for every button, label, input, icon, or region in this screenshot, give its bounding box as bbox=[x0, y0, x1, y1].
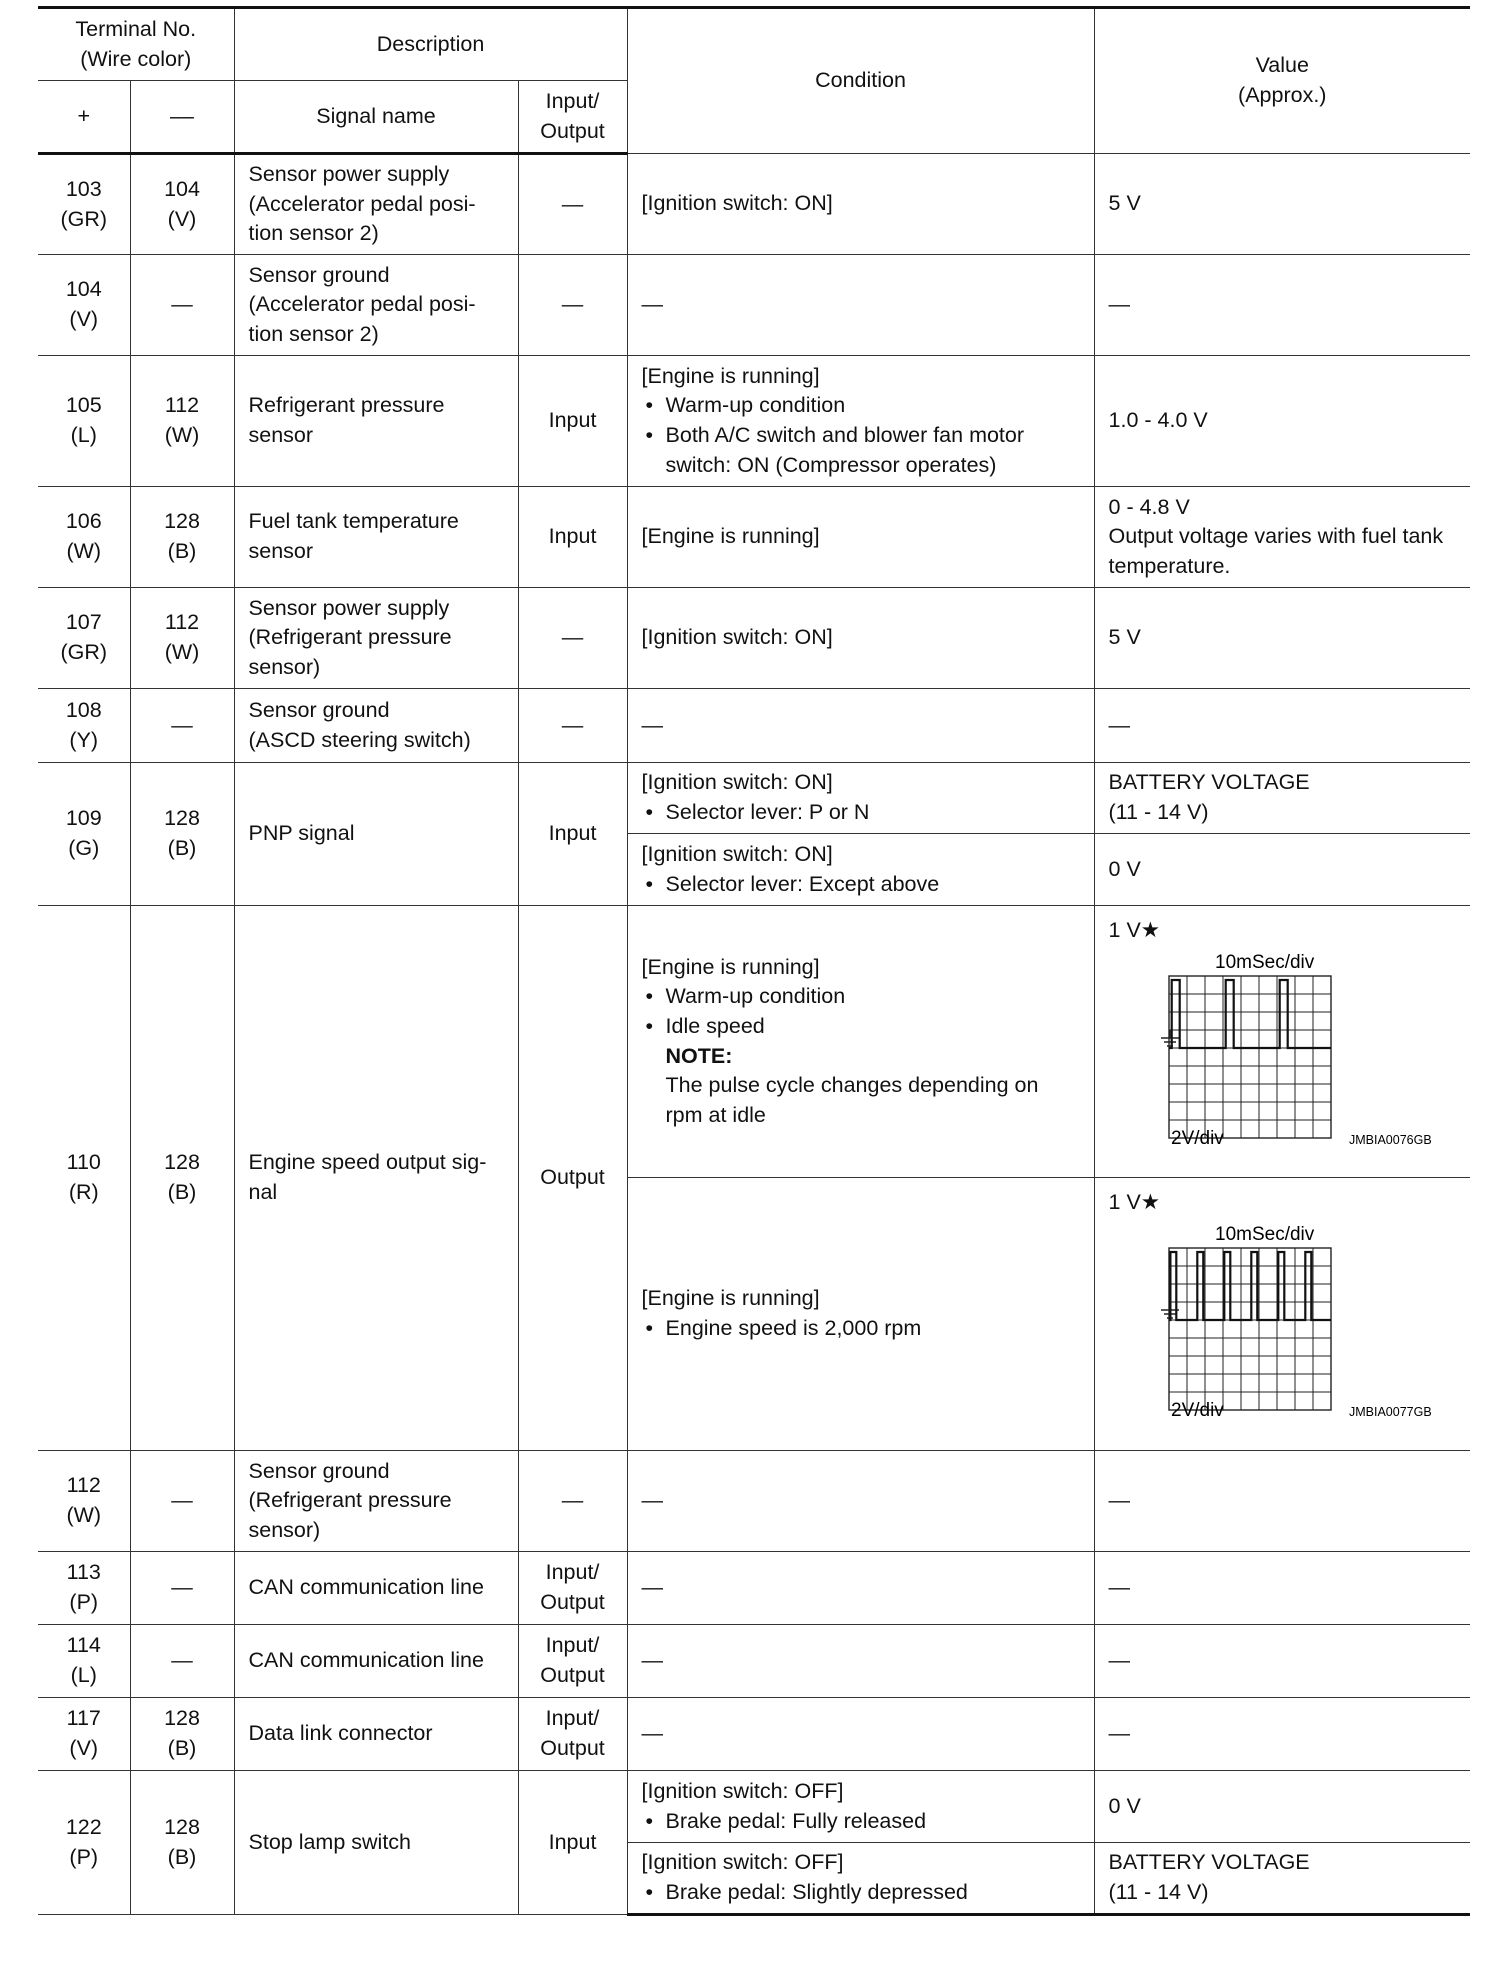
waveform-time-division: 10mSec/div bbox=[1214, 951, 1314, 973]
condition-cell bbox=[627, 1771, 1094, 1843]
waveform-time-division: 10mSec/div bbox=[1214, 1223, 1314, 1245]
signal-name-line: sensor) bbox=[248, 1517, 321, 1542]
waveform-voltage-division: 2V/div bbox=[1170, 1127, 1224, 1148]
value-line: 5 V bbox=[1108, 625, 1141, 650]
terminal-plus-cell bbox=[38, 588, 130, 689]
input-output-line: Output bbox=[540, 1590, 605, 1614]
terminal-plus-line: (P) bbox=[69, 1590, 99, 1614]
terminal-plus-line: 109 bbox=[65, 806, 102, 831]
signal-name-cell bbox=[234, 763, 518, 906]
terminal-plus-line: 104 bbox=[65, 277, 102, 302]
header-input-output-line: Output bbox=[540, 118, 605, 143]
condition-heading: [Engine is running] bbox=[641, 1286, 820, 1311]
terminal-minus-line: 128 bbox=[164, 509, 200, 534]
terminal-row bbox=[38, 1451, 1470, 1552]
condition-cell bbox=[627, 1625, 1094, 1698]
terminal-plus-line: 105 bbox=[65, 393, 102, 418]
signal-name-cell bbox=[234, 1698, 518, 1771]
terminal-minus-cell bbox=[130, 689, 234, 763]
input-output-line: Input bbox=[548, 821, 597, 846]
condition-bullet: • Engine speed is 2,000 rpm bbox=[642, 1314, 1080, 1344]
waveform-voltage-division: 2V/div bbox=[1170, 1399, 1224, 1420]
input-output-cell bbox=[518, 1552, 627, 1625]
condition-bullet-list bbox=[642, 1878, 1080, 1908]
value-line: 0 - 4.8 V bbox=[1108, 494, 1190, 519]
input-output-line: Input/ bbox=[545, 1706, 600, 1731]
terminal-plus-cell bbox=[38, 906, 130, 1451]
signal-name-cell bbox=[234, 255, 518, 356]
input-output-line: Output bbox=[540, 1736, 605, 1760]
pulse-signal-trace bbox=[1169, 980, 1331, 1048]
value-cell bbox=[1094, 1771, 1470, 1843]
terminal-plus-line: (V) bbox=[69, 307, 99, 331]
terminal-minus-line: (B) bbox=[167, 1180, 197, 1204]
condition-heading: — bbox=[641, 1648, 664, 1673]
terminal-plus-line: (GR) bbox=[60, 640, 108, 664]
terminal-minus-line: 112 bbox=[164, 610, 200, 635]
condition-heading: [Ignition switch: OFF] bbox=[641, 1778, 844, 1803]
condition-heading: [Ignition switch: ON] bbox=[641, 625, 833, 650]
terminal-minus-line: 128 bbox=[164, 1706, 200, 1731]
terminal-row bbox=[38, 255, 1470, 356]
terminal-plus-cell bbox=[38, 1771, 130, 1915]
signal-name-line: Sensor ground bbox=[248, 1458, 390, 1483]
terminal-plus-cell bbox=[38, 689, 130, 763]
terminal-minus-line: — bbox=[171, 712, 193, 737]
terminal-minus-line: 112 bbox=[164, 393, 200, 418]
terminal-row bbox=[38, 1698, 1470, 1771]
value-cell bbox=[1094, 1451, 1470, 1552]
terminal-plus-cell bbox=[38, 1625, 130, 1698]
value-cell bbox=[1094, 1178, 1470, 1451]
signal-name-line: Data link connector bbox=[248, 1721, 433, 1746]
terminal-plus-cell bbox=[38, 487, 130, 588]
value-line: 0 V bbox=[1108, 856, 1141, 881]
input-output-cell bbox=[518, 487, 627, 588]
value-cell bbox=[1094, 763, 1470, 834]
value-cell bbox=[1094, 154, 1470, 255]
condition-cell bbox=[627, 1843, 1094, 1915]
terminal-plus-line: 106 bbox=[65, 509, 102, 534]
value-line: BATTERY VOLTAGE bbox=[1108, 1850, 1310, 1875]
condition-bullet-list bbox=[642, 798, 1080, 828]
input-output-line: Input bbox=[548, 408, 597, 433]
terminal-plus-cell bbox=[38, 356, 130, 487]
terminal-plus-line: (L) bbox=[70, 423, 97, 447]
value-cell bbox=[1094, 356, 1470, 487]
terminal-minus-line: (B) bbox=[167, 836, 197, 860]
input-output-line: — bbox=[561, 191, 584, 216]
terminal-minus-cell bbox=[130, 154, 234, 255]
input-output-cell bbox=[518, 906, 627, 1451]
terminal-minus-cell bbox=[130, 1451, 234, 1552]
value-cell bbox=[1094, 487, 1470, 588]
input-output-cell bbox=[518, 1451, 627, 1552]
terminal-plus-line: 122 bbox=[65, 1814, 102, 1839]
value-line: 1.0 - 4.0 V bbox=[1108, 408, 1208, 433]
terminal-row bbox=[38, 763, 1470, 834]
header-wire-color-label: (Wire color) bbox=[80, 46, 192, 71]
signal-name-line: Refrigerant pressure bbox=[248, 393, 445, 418]
value-cell bbox=[1094, 1843, 1470, 1915]
condition-cell bbox=[627, 356, 1094, 487]
terminal-row bbox=[38, 906, 1470, 1178]
header-description: Description bbox=[234, 8, 627, 81]
header-condition: Condition bbox=[627, 8, 1094, 154]
header-plus: + bbox=[38, 81, 130, 154]
terminal-plus-line: 110 bbox=[66, 1150, 101, 1175]
signal-name-line: Sensor ground bbox=[248, 697, 390, 722]
value-cell bbox=[1094, 834, 1470, 906]
terminal-row bbox=[38, 154, 1470, 255]
input-output-cell bbox=[518, 255, 627, 356]
signal-name-line: (Accelerator pedal posi- bbox=[248, 292, 476, 317]
terminal-minus-line: (V) bbox=[167, 206, 197, 231]
value-line: 0 V bbox=[1108, 1793, 1141, 1818]
signal-name-cell bbox=[234, 588, 518, 689]
signal-name-line: PNP signal bbox=[248, 821, 355, 846]
terminal-plus-line: 113 bbox=[66, 1560, 101, 1585]
value-line: — bbox=[1108, 1575, 1131, 1600]
condition-heading: [Engine is running] bbox=[641, 954, 820, 979]
terminal-minus-cell bbox=[130, 487, 234, 588]
header-terminal-no bbox=[38, 8, 234, 81]
signal-name-line: (Accelerator pedal posi- bbox=[248, 191, 476, 216]
value-line: 5 V bbox=[1108, 191, 1141, 216]
terminal-minus-cell bbox=[130, 1625, 234, 1698]
input-output-line: Input bbox=[548, 1829, 597, 1854]
condition-cell bbox=[627, 255, 1094, 356]
value-line: — bbox=[1108, 1488, 1131, 1513]
condition-cell bbox=[627, 906, 1094, 1178]
terminal-plus-line: (W) bbox=[66, 1503, 102, 1527]
signal-name-line: Sensor power supply bbox=[248, 595, 450, 620]
condition-bullet: • Brake pedal: Slightly depressed bbox=[642, 1878, 1080, 1908]
signal-name-line: tion sensor 2) bbox=[248, 321, 379, 346]
terminal-plus-line: (G) bbox=[68, 836, 100, 860]
signal-name-line: Engine speed output sig- bbox=[248, 1150, 487, 1175]
condition-bullet: • Brake pedal: Fully released bbox=[642, 1807, 1080, 1837]
terminal-row bbox=[38, 487, 1470, 588]
value-cell bbox=[1094, 1698, 1470, 1771]
condition-bullet-list bbox=[642, 870, 1080, 900]
terminal-row bbox=[38, 689, 1470, 763]
terminal-plus-line: (P) bbox=[69, 1844, 99, 1869]
condition-cell bbox=[627, 1552, 1094, 1625]
input-output-line: — bbox=[561, 712, 584, 737]
signal-name-line: Stop lamp switch bbox=[248, 1829, 412, 1854]
figure-code: JMBIA0077GB bbox=[1348, 1404, 1432, 1419]
value-line: (11 - 14 V) bbox=[1108, 1880, 1209, 1904]
oscilloscope-waveform bbox=[1109, 948, 1449, 1148]
value-cell bbox=[1094, 689, 1470, 763]
input-output-line: Output bbox=[540, 1663, 605, 1687]
terminal-table-page bbox=[38, 6, 1470, 1916]
condition-bullet-list bbox=[642, 1314, 1080, 1344]
input-output-cell bbox=[518, 689, 627, 763]
terminal-minus-line: (B) bbox=[167, 1844, 197, 1869]
input-output-cell bbox=[518, 763, 627, 906]
input-output-cell bbox=[518, 154, 627, 255]
value-line: — bbox=[1108, 292, 1131, 317]
signal-name-line: sensor bbox=[248, 423, 314, 447]
header-input-output-line: Input/ bbox=[545, 88, 600, 113]
signal-name-line: CAN communication line bbox=[248, 1648, 484, 1673]
condition-bullet: • Warm-up condition bbox=[642, 982, 1080, 1012]
condition-bullet-list bbox=[642, 391, 1080, 480]
terminal-row bbox=[38, 1625, 1470, 1698]
condition-cell bbox=[627, 1451, 1094, 1552]
condition-heading: [Engine is running] bbox=[641, 363, 820, 388]
terminal-plus-line: 103 bbox=[65, 176, 102, 201]
condition-cell bbox=[627, 154, 1094, 255]
signal-name-line: nal bbox=[248, 1180, 278, 1204]
header-approx-label: (Approx.) bbox=[1238, 83, 1327, 107]
terminal-plus-line: 112 bbox=[66, 1473, 101, 1498]
signal-name-cell bbox=[234, 1451, 518, 1552]
figure-code: JMBIA0076GB bbox=[1348, 1132, 1432, 1147]
signal-name-cell bbox=[234, 487, 518, 588]
waveform-voltage-label: 1 V★ bbox=[1108, 918, 1161, 942]
input-output-cell bbox=[518, 356, 627, 487]
input-output-cell bbox=[518, 588, 627, 689]
signal-name-line: sensor bbox=[248, 539, 314, 563]
terminal-minus-cell bbox=[130, 588, 234, 689]
signal-name-line: (Refrigerant pressure bbox=[248, 625, 452, 650]
terminal-row bbox=[38, 1771, 1470, 1843]
header-value-label: Value bbox=[1255, 53, 1309, 78]
condition-heading: [Engine is running] bbox=[641, 524, 820, 549]
terminal-minus-cell bbox=[130, 356, 234, 487]
note-text: The pulse cycle changes depending on rpm at idle bbox=[665, 1073, 1039, 1127]
condition-heading: [Ignition switch: ON] bbox=[641, 191, 833, 216]
header-terminal-no-label: Terminal No. bbox=[75, 16, 197, 41]
value-cell bbox=[1094, 1625, 1470, 1698]
terminal-minus-cell bbox=[130, 906, 234, 1451]
terminal-minus-cell bbox=[130, 763, 234, 906]
waveform-voltage-label: 1 V★ bbox=[1108, 1190, 1161, 1214]
terminal-plus-line: (L) bbox=[70, 1663, 97, 1687]
terminal-minus-cell bbox=[130, 255, 234, 356]
input-output-line: — bbox=[561, 625, 584, 650]
condition-bullet-list bbox=[642, 982, 1080, 1041]
value-cell bbox=[1094, 255, 1470, 356]
terminal-minus-line: 128 bbox=[164, 1150, 200, 1175]
waveform-grid-frame bbox=[1169, 1248, 1331, 1410]
condition-cell bbox=[627, 588, 1094, 689]
signal-name-cell bbox=[234, 906, 518, 1451]
input-output-line: Output bbox=[540, 1165, 605, 1190]
input-output-cell bbox=[518, 1771, 627, 1915]
terminal-minus-cell bbox=[130, 1771, 234, 1915]
terminal-plus-line: 114 bbox=[66, 1633, 101, 1658]
terminal-plus-cell bbox=[38, 154, 130, 255]
signal-name-line: Fuel tank temperature bbox=[248, 509, 459, 534]
condition-bullet: • Selector lever: Except above bbox=[642, 870, 1080, 900]
terminal-plus-cell bbox=[38, 1552, 130, 1625]
value-line: — bbox=[1108, 1721, 1131, 1746]
input-output-line: — bbox=[561, 1488, 584, 1513]
signal-name-cell bbox=[234, 1552, 518, 1625]
terminal-minus-line: (W) bbox=[164, 640, 200, 664]
ecm-terminal-table bbox=[38, 6, 1470, 1916]
terminal-minus-line: — bbox=[171, 292, 193, 317]
condition-bullet: • Warm-up condition bbox=[642, 391, 1080, 421]
value-cell bbox=[1094, 1552, 1470, 1625]
terminal-plus-cell bbox=[38, 1451, 130, 1552]
condition-bullet-list bbox=[642, 1807, 1080, 1837]
terminal-plus-line: 117 bbox=[66, 1706, 101, 1731]
condition-heading: [Ignition switch: OFF] bbox=[641, 1850, 844, 1875]
condition-heading: [Ignition switch: ON] bbox=[641, 841, 833, 866]
condition-heading: — bbox=[641, 292, 664, 317]
terminal-minus-line: — bbox=[171, 1575, 193, 1600]
ground-symbol-icon bbox=[1161, 1030, 1179, 1046]
value-line: (11 - 14 V) bbox=[1108, 800, 1209, 824]
value-cell bbox=[1094, 906, 1470, 1178]
signal-name-line: Sensor ground bbox=[248, 262, 390, 287]
terminal-minus-line: 128 bbox=[164, 1814, 200, 1839]
value-line: — bbox=[1108, 1648, 1131, 1673]
input-output-line: Input/ bbox=[545, 1560, 600, 1585]
header-minus: –– bbox=[130, 81, 234, 154]
terminal-minus-line: — bbox=[171, 1488, 193, 1513]
input-output-line: Input/ bbox=[545, 1633, 600, 1658]
condition-bullet: • Idle speed bbox=[642, 1012, 1080, 1042]
terminal-minus-line: — bbox=[171, 1648, 193, 1673]
condition-cell bbox=[627, 763, 1094, 834]
terminal-minus-line: (B) bbox=[167, 1736, 197, 1760]
terminal-plus-cell bbox=[38, 763, 130, 906]
header-input-output bbox=[518, 81, 627, 154]
input-output-cell bbox=[518, 1625, 627, 1698]
condition-bullet: • Both A/C switch and blower fan motor switch: ON (Compressor operates) bbox=[642, 421, 1080, 480]
value-line: BATTERY VOLTAGE bbox=[1108, 770, 1310, 795]
waveform-grid-frame bbox=[1169, 976, 1331, 1138]
condition-cell bbox=[627, 689, 1094, 763]
terminal-plus-line: (W) bbox=[66, 539, 102, 563]
condition-cell bbox=[627, 834, 1094, 906]
terminal-minus-cell bbox=[130, 1552, 234, 1625]
header-value bbox=[1094, 8, 1470, 154]
signal-name-cell bbox=[234, 1771, 518, 1915]
value-line: Output voltage varies with fuel tank temperature. bbox=[1108, 524, 1444, 578]
header-signal-name: Signal name bbox=[234, 81, 518, 154]
signal-name-line: (Refrigerant pressure bbox=[248, 1488, 452, 1513]
terminal-plus-cell bbox=[38, 255, 130, 356]
terminal-minus-line: (B) bbox=[167, 539, 197, 563]
condition-heading: [Ignition switch: ON] bbox=[641, 770, 833, 795]
signal-name-line: sensor) bbox=[248, 654, 321, 679]
input-output-line: Input bbox=[548, 524, 597, 549]
signal-name-cell bbox=[234, 356, 518, 487]
terminal-row bbox=[38, 356, 1470, 487]
condition-cell bbox=[627, 1178, 1094, 1451]
oscilloscope-waveform bbox=[1109, 1220, 1449, 1420]
terminal-row bbox=[38, 588, 1470, 689]
condition-bullet: • Selector lever: P or N bbox=[642, 798, 1080, 828]
value-line: — bbox=[1108, 712, 1131, 737]
terminal-minus-line: 128 bbox=[164, 806, 200, 831]
terminal-row bbox=[38, 1552, 1470, 1625]
terminal-plus-line: 107 bbox=[65, 610, 102, 635]
value-cell bbox=[1094, 588, 1470, 689]
terminal-minus-line: (W) bbox=[164, 423, 200, 447]
terminal-plus-line: (Y) bbox=[69, 727, 99, 752]
terminal-minus-line: 104 bbox=[164, 176, 200, 201]
condition-heading: — bbox=[641, 1488, 664, 1513]
terminal-plus-line: (V) bbox=[69, 1736, 99, 1760]
signal-name-line: (ASCD steering switch) bbox=[248, 727, 471, 752]
signal-name-line: tion sensor 2) bbox=[248, 221, 379, 246]
condition-heading: — bbox=[641, 1575, 664, 1600]
note-label: NOTE: bbox=[665, 1043, 733, 1068]
terminal-plus-line: (GR) bbox=[60, 206, 108, 231]
terminal-plus-line: (R) bbox=[68, 1180, 99, 1204]
condition-heading: — bbox=[641, 712, 664, 737]
terminal-plus-cell bbox=[38, 1698, 130, 1771]
condition-cell bbox=[627, 1698, 1094, 1771]
signal-name-line: Sensor power supply bbox=[248, 162, 450, 187]
input-output-cell bbox=[518, 1698, 627, 1771]
condition-heading: — bbox=[641, 1721, 664, 1746]
signal-name-cell bbox=[234, 154, 518, 255]
terminal-plus-line: 108 bbox=[65, 697, 102, 722]
terminal-minus-cell bbox=[130, 1698, 234, 1771]
signal-name-cell bbox=[234, 1625, 518, 1698]
condition-cell bbox=[627, 487, 1094, 588]
signal-name-line: CAN communication line bbox=[248, 1575, 484, 1600]
signal-name-cell bbox=[234, 689, 518, 763]
input-output-line: — bbox=[561, 292, 584, 317]
pulse-signal-trace bbox=[1169, 1252, 1331, 1320]
